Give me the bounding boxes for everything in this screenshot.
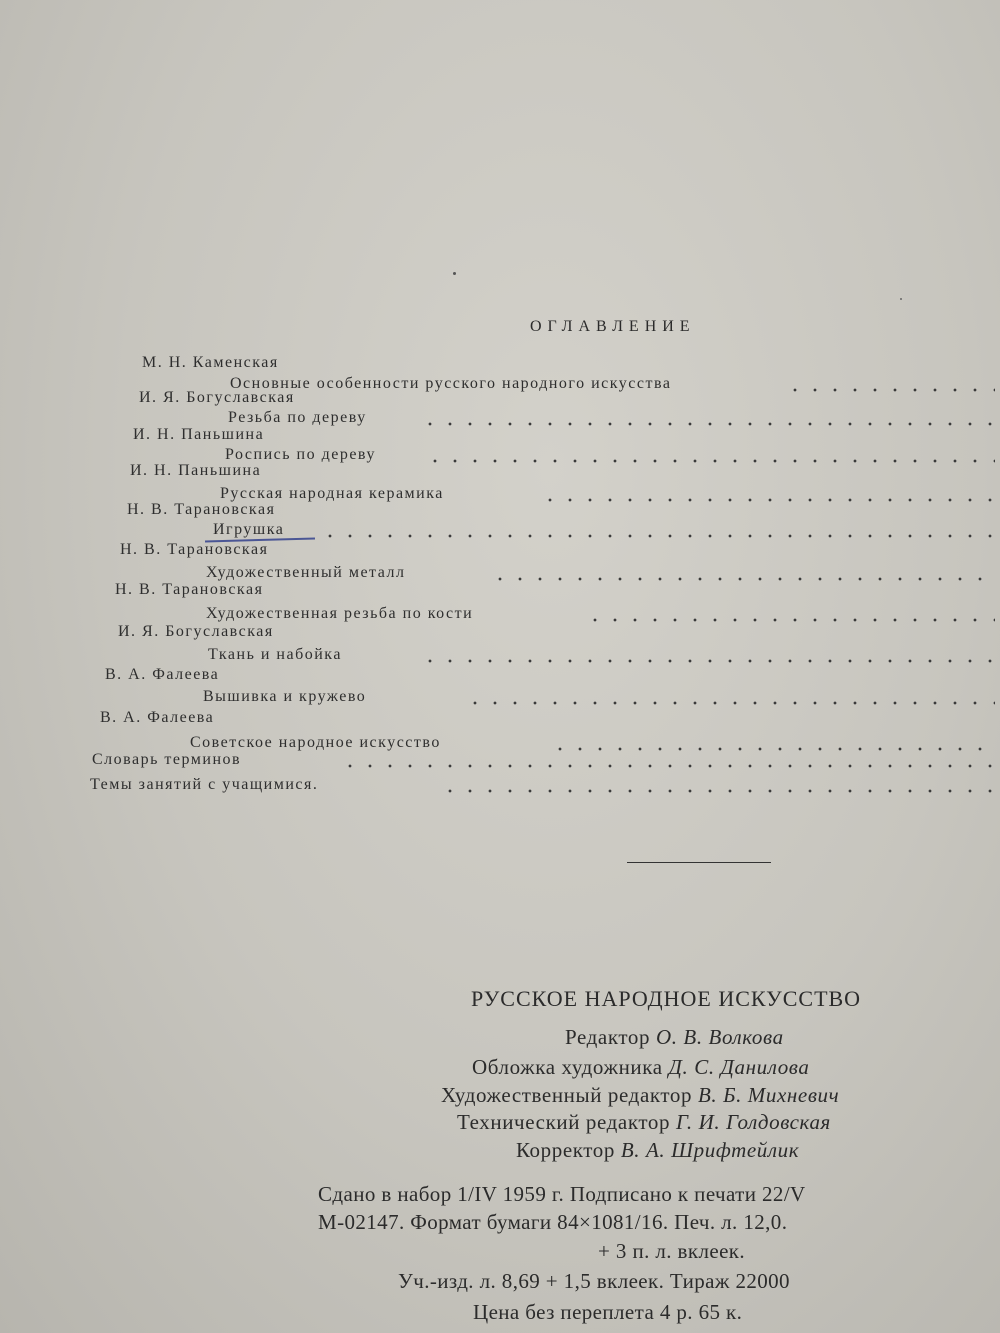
toc-author: Н. В. Тарановская	[127, 501, 276, 518]
toc-chapter: Игрушка	[213, 521, 285, 538]
toc-chapter: Роспись по дереву	[225, 446, 376, 463]
imprint-art-editor	[441, 1083, 839, 1108]
imprint-role: Художественный редактор	[441, 1083, 693, 1107]
toc-leader-dots	[440, 789, 995, 793]
toc-author: М. Н. Каменская	[142, 354, 279, 371]
toc-author: И. Н. Паньшина	[133, 426, 265, 443]
toc-leader-dots	[340, 764, 995, 768]
toc-author: И. Я. Богуславская	[139, 389, 295, 406]
toc-author: В. А. Фалеева	[100, 709, 215, 726]
publication-line: М-02147. Формат бумаги 84×1081/16. Печ. л. 12,0.	[318, 1210, 788, 1234]
imprint-person: В. А. Шрифтейлик	[620, 1138, 800, 1162]
toc-chapter: Резьба по дереву	[228, 409, 367, 426]
toc-title: ОГЛАВЛЕНИЕ	[530, 318, 696, 335]
publication-line: Уч.-изд. л. 8,69 + 1,5 вклеек. Тираж 22000	[398, 1269, 790, 1293]
imprint-corrector	[516, 1138, 799, 1163]
imprint-editor	[565, 1025, 784, 1050]
toc-author: И. Я. Богуславская	[118, 623, 274, 640]
imprint-person: О. В. Волкова	[655, 1025, 784, 1049]
toc-author: И. Н. Паньшина	[130, 462, 262, 479]
imprint-cover-artist	[472, 1055, 809, 1080]
imprint-role: Технический редактор	[457, 1110, 671, 1134]
imprint-tech-editor	[457, 1110, 831, 1135]
toc-chapter: Художественная резьба по кости	[206, 605, 474, 622]
book-title: РУССКОЕ НАРОДНОЕ ИСКУССТВО	[471, 986, 862, 1011]
toc-chapter: Русская народная керамика	[220, 485, 444, 502]
toc-leader-dots	[425, 459, 995, 463]
publication-line: + 3 п. л. вклеек.	[598, 1239, 746, 1263]
ink-speck	[453, 272, 456, 275]
ink-speck	[900, 298, 902, 300]
toc-chapter: Ткань и набойка	[208, 646, 342, 663]
toc-glossary: Словарь терминов	[92, 751, 242, 768]
toc-chapter: Вышивка и кружево	[203, 688, 367, 705]
toc-leader-dots	[420, 659, 995, 663]
toc-chapter: Художественный металл	[206, 564, 406, 581]
imprint-role: Обложка художника	[472, 1055, 663, 1079]
imprint-person: В. Б. Михневич	[697, 1083, 840, 1107]
section-divider	[627, 862, 771, 863]
toc-chapter: Основные особенности русского народного искусства	[230, 375, 672, 392]
toc-leader-dots	[320, 534, 995, 538]
toc-leader-dots	[465, 701, 995, 705]
toc-author: Н. В. Тарановская	[115, 581, 264, 598]
toc-chapter: Советское народное искусство	[190, 734, 441, 751]
toc-author: В. А. Фалеева	[105, 666, 220, 683]
publication-line: Цена без переплета 4 р. 65 к.	[473, 1300, 743, 1324]
imprint-person: Г. И. Голдовская	[675, 1110, 831, 1134]
toc-leader-dots	[585, 618, 995, 622]
publication-line: Сдано в набор 1/IV 1959 г. Подписано к печати 22/V	[318, 1182, 806, 1206]
toc-leader-dots	[490, 577, 995, 581]
imprint-role: Корректор	[516, 1138, 616, 1162]
imprint-role: Редактор	[565, 1025, 651, 1049]
toc-leader-dots	[785, 388, 995, 392]
imprint-person: Д. С. Данилова	[668, 1055, 810, 1079]
toc-leader-dots	[420, 422, 995, 426]
toc-author: Н. В. Тарановская	[120, 541, 269, 558]
toc-leader-dots	[550, 747, 995, 751]
toc-leader-dots	[540, 498, 995, 502]
toc-topics: Темы занятий с учащимися.	[90, 776, 319, 793]
